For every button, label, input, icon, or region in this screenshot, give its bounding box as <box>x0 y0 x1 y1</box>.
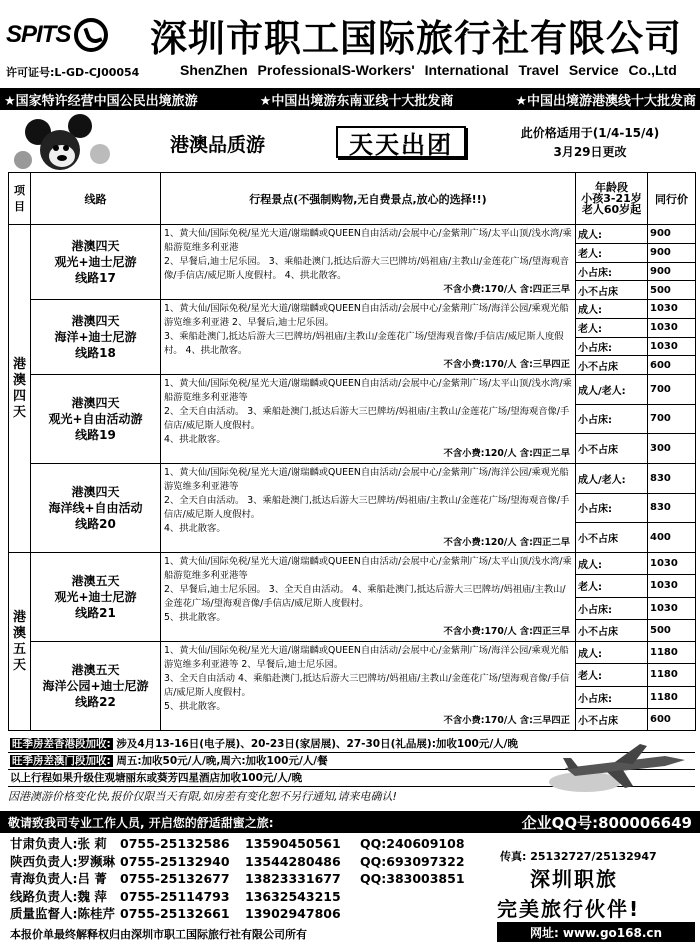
contact-mobile: 13590450561 <box>245 836 341 851</box>
price-row <box>9 464 696 494</box>
logo-mark-icon <box>74 18 108 52</box>
price-value: 1030 <box>648 318 696 337</box>
price-type: 小不占床 <box>576 281 648 300</box>
website-link[interactable]: 网址: www.go168.cn <box>497 922 695 942</box>
price-value: 900 <box>648 262 696 281</box>
slogan-tagline: 完美旅行伙伴! <box>497 897 641 921</box>
price-type: 成人: <box>576 642 648 664</box>
route-line: 线路17 <box>75 271 116 285</box>
route-line: 线路19 <box>75 428 116 442</box>
price-type: 成人: <box>576 553 648 575</box>
price-value: 700 <box>648 375 696 405</box>
price-type: 老人: <box>576 575 648 597</box>
price-value: 830 <box>648 493 696 523</box>
price-type: 小不占床 <box>576 619 648 641</box>
header-sights: 行程景点(不强制购物,无自费景点,放心的选择!!) <box>161 173 576 225</box>
contact-mobile: 13544280486 <box>245 853 341 869</box>
price-row <box>9 642 696 664</box>
contact-list <box>10 835 480 923</box>
tip-meals-note: 不含小费:120/人 含:四正二早 <box>443 448 570 459</box>
price-value: 300 <box>648 434 696 464</box>
price-value: 600 <box>648 356 696 375</box>
mo-surcharge-label: 旺季房差澳门段加收: <box>12 755 111 767</box>
contact-name: 线路负责人:魏 萍 <box>10 888 107 904</box>
itinerary-cell <box>161 375 576 464</box>
route-line: 观光+迪士尼游 <box>54 590 137 604</box>
route-line: 线路20 <box>75 517 116 531</box>
airplane-illustration <box>545 738 695 798</box>
contact-name: 陕西负责人:罗濒琳 <box>10 853 115 869</box>
price-type: 小不占床 <box>576 434 648 464</box>
route-line: 港澳四天 <box>71 239 120 253</box>
route-cell <box>31 464 161 553</box>
price-type: 小占床: <box>576 337 648 356</box>
price-type: 成人/老人: <box>576 464 648 494</box>
mickey-mouse-illustration <box>8 112 118 174</box>
itinerary-cell <box>161 464 576 553</box>
route-cell <box>31 375 161 464</box>
hk-surcharge-label: 旺季房差香港段加收: <box>12 738 111 750</box>
contact-mobile: 13632543215 <box>245 888 341 904</box>
route-line: 港澳五天 <box>71 663 120 677</box>
price-row <box>9 300 696 319</box>
price-type: 小占床: <box>576 493 648 523</box>
price-type: 小不占床 <box>576 523 648 553</box>
price-value: 900 <box>648 225 696 244</box>
price-type: 老人: <box>576 664 648 686</box>
category-cell: 港澳四天 <box>9 225 31 553</box>
banner-item: ★中国出境游港澳线十大批发商 <box>515 93 696 109</box>
itinerary-text: 1、黄大仙/国际免税/星光大道/谢瑞麟或QUEEN自由活动/会展中心/金紫荆广场/海洋公园/乘观光船游览维多利亚港 2、早餐后,迪士尼乐园。 3、乘船赴澳门,抵达后游大三巴牌坊/妈祖庙/主教山/金莲花广场/望海观音像/手信店/威尼斯人度假村。 4、拱北散客。 <box>164 303 569 356</box>
age-child: 小孩3-21岁 <box>581 192 642 205</box>
header-peer-price: 同行价 <box>648 173 696 225</box>
route-line: 海洋+迪士尼游 <box>54 330 137 344</box>
itinerary-price-table <box>8 172 696 731</box>
tip-meals-note: 不含小费:170/人 含:四正三早 <box>443 284 570 295</box>
accreditation-banner <box>0 88 700 110</box>
route-cell <box>31 642 161 731</box>
itinerary-text: 1、黄大仙/国际免税/星光大道/谢瑞麟或QUEEN自由活动/会展中心/金紫荆广场/海洋公园/乘观光船游览维多利亚港等 2、早餐后,迪士尼乐园。 3、全天自由活动 4、乘船赴澳门,抵达后游大三巴牌坊/妈祖庙/主教山/金莲花广场/望海观音像/手信店/威尼斯人度假村。 5、拱北散客。 <box>164 645 570 712</box>
route-line: 观光+迪士尼游 <box>54 255 137 269</box>
itinerary-text: 1、黄大仙/国际免税/星光大道/谢瑞麟或QUEEN自由活动/会展中心/金紫荆广场/太平山顶/浅水湾/乘船游览维多利亚港等 2、早餐后,迪士尼乐园。 3、全天自由活动。 4、乘船赴澳门,抵达后游大三巴牌坊/妈祖庙/主教山/金莲花广场/望海观音像/手信店/威尼斯人度假村。 5、拱北散客。 <box>164 556 572 623</box>
price-type: 成人: <box>576 225 648 244</box>
price-type: 小占床: <box>576 686 648 708</box>
route-line: 线路22 <box>75 695 116 709</box>
update-date: 3月29日更改 <box>553 145 627 159</box>
itinerary-cell <box>161 553 576 642</box>
daily-departure-badge: 天天出团 <box>336 126 466 158</box>
company-name-en: ShenZhen ProfessionalS-Workers' International Travel Service Co.,Ltd <box>180 62 677 78</box>
fax-numbers: 传真: 25132727/25132947 <box>500 850 657 863</box>
price-validity-note <box>490 124 690 162</box>
contact-invitation: 敬请致我司专业工作人员, 开启您的舒适甜蜜之旅: <box>8 815 274 830</box>
contact-phone: 0755-25132940 <box>120 853 230 869</box>
product-title: 港澳品质游 <box>170 134 266 156</box>
itinerary-text: 1、黄大仙/国际免税/星光大道/谢瑞麟或QUEEN自由活动/会展中心/金紫荆广场/太平山顶/浅水湾/乘船游览维多利亚港等 2、全天自由活动。 3、乘船赴澳门,抵达后游大三巴牌坊/妈祖庙/主教山/金莲花广场/望海观音像/手信店/威尼斯人度假村。 4、拱北散客。 <box>164 378 572 445</box>
route-line: 海洋公园+迪士尼游 <box>42 679 149 693</box>
itinerary-cell <box>161 300 576 375</box>
route-line: 海洋线+自由活动 <box>48 501 143 515</box>
price-value: 1180 <box>648 686 696 708</box>
contact-row <box>10 888 480 906</box>
price-type: 小占床: <box>576 404 648 434</box>
price-value: 600 <box>648 708 696 730</box>
contact-phone: 0755-25132661 <box>120 906 230 921</box>
contact-qq: QQ:240609108 <box>360 836 465 851</box>
tip-meals-note: 不含小费:120/人 含:四正二早 <box>443 537 570 548</box>
contact-row <box>10 870 480 888</box>
contact-phone: 0755-25132677 <box>120 871 230 886</box>
route-line: 港澳四天 <box>71 485 120 499</box>
price-value: 1030 <box>648 553 696 575</box>
itinerary-text: 1、黄大仙/国际免税/星光大道/谢瑞麟或QUEEN自由活动/会展中心/金紫荆广场/海洋公园/乘观光船游览维多利亚港等 2、全天自由活动。 3、乘船赴澳门,抵达后游大三巴牌坊/妈祖庙/主教山/金莲花广场/望海观音像/手信店/威尼斯人度假村。 4、拱北散客。 <box>164 467 570 534</box>
price-value: 1030 <box>648 597 696 619</box>
price-row <box>9 375 696 405</box>
price-row <box>9 225 696 244</box>
contact-phone: 0755-25132586 <box>120 836 230 851</box>
banner-item: ★国家特许经营中国公民出境旅游 <box>4 93 198 109</box>
age-title: 年龄段 <box>595 181 628 194</box>
category-cell: 港澳五天 <box>9 553 31 731</box>
company-logo <box>6 12 131 58</box>
contact-row <box>10 835 480 853</box>
header-category: 项目 <box>9 173 31 225</box>
itinerary-cell <box>161 642 576 731</box>
route-line: 观光+自由活动游 <box>48 412 143 426</box>
route-cell <box>31 553 161 642</box>
route-line: 线路18 <box>75 346 116 360</box>
logo-text: SPITS <box>6 21 71 48</box>
banner-item: ★中国出境游东南亚线十大批发商 <box>259 93 454 109</box>
hotel-upgrade-note: 以上行程如果升级住观塘丽东或葵芳四星酒店加收100元/人/晚 <box>8 770 695 787</box>
itinerary-text: 1、黄大仙/国际免税/星光大道/谢瑞麟或QUEEN自由活动/会展中心/金紫荆广场/太平山顶/浅水湾/乘船游览维多利亚港 2、早餐后,迪士尼乐园。 3、乘船赴澳门,抵达后游大三巴牌坊/妈祖庙/主教山/金莲花广场/望海观音像/手信店/威尼斯人度假村。 4、拱北散客。 <box>164 228 572 281</box>
price-type: 小占床: <box>576 597 648 619</box>
contact-mobile: 13823331677 <box>245 871 341 886</box>
mo-surcharge-text: 周五:加收50元/人/晚,周六:加收100元/人/餐 <box>112 755 328 767</box>
price-type: 小占床: <box>576 262 648 281</box>
price-value: 830 <box>648 464 696 494</box>
price-value: 1030 <box>648 300 696 319</box>
contact-qq: QQ:693097322 <box>360 853 465 869</box>
age-senior: 老人60岁起 <box>581 203 642 216</box>
footer-disclaimer: 本报价单最终解释权归由深圳市职工国际旅行社有限公司所有 <box>10 928 307 941</box>
price-row <box>9 553 696 575</box>
contact-name: 甘肃负责人:张 莉 <box>10 836 107 851</box>
price-value: 1180 <box>648 664 696 686</box>
validity-dates: 此价格适用于(1/4-15/4) <box>520 126 660 140</box>
header-age-group <box>576 173 648 225</box>
contact-phone: 0755-25114793 <box>120 888 230 904</box>
price-type: 成人/老人: <box>576 375 648 405</box>
price-type: 小不占床 <box>576 708 648 730</box>
tip-meals-note: 不含小费:170/人 含:四正三早 <box>443 626 570 637</box>
header-route: 线路 <box>31 173 161 225</box>
hk-surcharge-text: 涉及4月13-16日(电子展)、20-23日(家居展)、27-30日(礼品展):加收100元/人/晚 <box>112 738 518 750</box>
slogan-brand: 深圳职旅 <box>530 867 618 891</box>
price-type: 老人: <box>576 243 648 262</box>
enterprise-qq: 企业QQ号:800006649 <box>521 813 692 832</box>
route-line: 港澳四天 <box>71 314 120 328</box>
contact-mobile: 13902947806 <box>245 906 341 921</box>
route-cell <box>31 300 161 375</box>
route-cell <box>31 225 161 300</box>
contact-bar <box>0 811 700 833</box>
price-value: 700 <box>648 404 696 434</box>
company-name-cn: 深圳市职工国际旅行社有限公司 <box>150 17 682 60</box>
itinerary-cell <box>161 225 576 300</box>
price-value: 900 <box>648 243 696 262</box>
tip-meals-note: 不含小费:170/人 含:三早四正 <box>443 715 570 726</box>
contact-qq: QQ:383003851 <box>360 871 465 886</box>
price-value: 500 <box>648 281 696 300</box>
price-value: 400 <box>648 523 696 553</box>
route-line: 线路21 <box>75 606 116 620</box>
contact-row <box>10 905 480 923</box>
contact-name: 质量监督人:陈桂芹 <box>10 906 115 921</box>
price-type: 老人: <box>576 318 648 337</box>
route-line: 港澳五天 <box>71 574 120 588</box>
contact-row <box>10 853 480 871</box>
price-value: 1180 <box>648 642 696 664</box>
price-value: 500 <box>648 619 696 641</box>
route-line: 港澳四天 <box>71 396 120 410</box>
price-type: 小不占床 <box>576 356 648 375</box>
tip-meals-note: 不含小费:170/人 含:三早四正 <box>443 359 570 370</box>
price-change-notice: 因港澳游价格变化快,报价仅限当天有限,如房差有变化恕不另行通知,请来电确认! <box>8 790 397 803</box>
license-number: 许可证号:L-GD-CJ00054 <box>6 66 140 79</box>
contact-name: 青海负责人:吕 菁 <box>10 871 107 886</box>
price-value: 1030 <box>648 337 696 356</box>
price-type: 成人: <box>576 300 648 319</box>
price-value: 1030 <box>648 575 696 597</box>
